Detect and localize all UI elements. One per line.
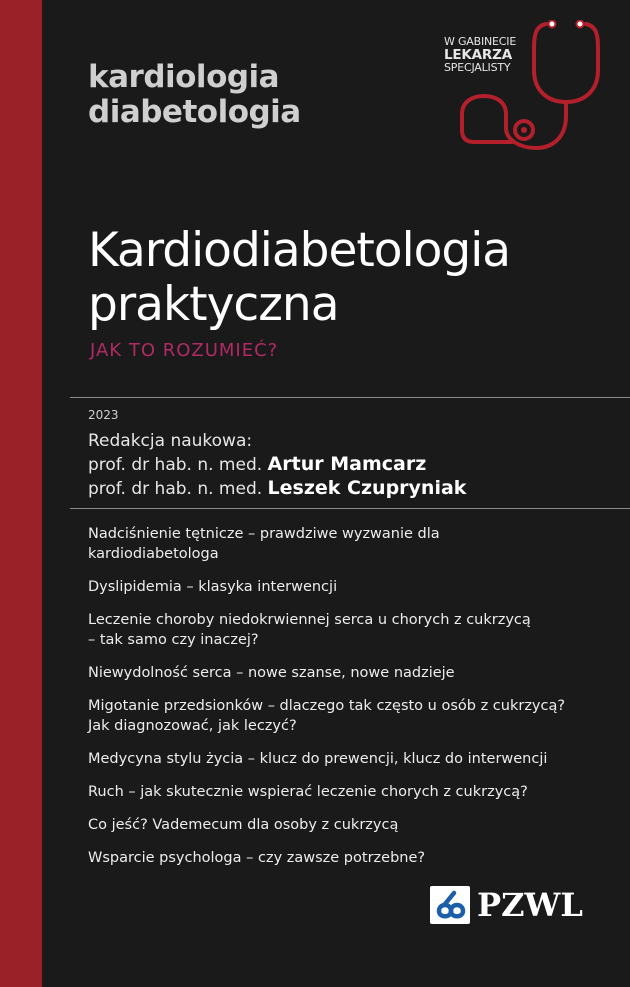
editor-2 [88,477,466,501]
series-line-1: kardiologia [88,59,280,95]
topic-line: Niewydolność serca – nowe szanse, nowe nadzieje [88,665,455,681]
topics-list [88,524,608,881]
topic-line: Leczenie choroby niedokrwiennej serca u chorych z cukrzycą [88,612,531,628]
series-line-2: diabetologia [88,94,301,130]
divider-top [70,397,630,398]
topic-line: Medycyna stylu życia – klucz do prewencji, klucz do interwencji [88,751,548,767]
topic-line: Co jeść? Vademecum dla osoby z cukrzycą [88,817,399,833]
book-subtitle: JAK TO ROZUMIEĆ? [90,340,279,361]
topic-line: Wsparcie psychologa – czy zawsze potrzebne? [88,850,426,866]
editor-1 [88,453,466,477]
badge-line-2: LEKARZA [444,47,512,63]
topic-line: Ruch – jak skutecznie wspierać leczenie chorych z cukrzycą? [88,784,528,800]
badge-line-1: W GABINECIE [444,35,517,48]
divider-bottom [70,508,630,509]
cover-spine [0,0,42,987]
topic-item [88,577,608,597]
series-title [88,60,301,130]
topic-line: kardiodiabetologa [88,546,219,562]
badge-line-3: SPECJALISTY [444,61,511,74]
series-badge [434,20,624,155]
topic-item [88,696,608,736]
publisher-name: PZWL [477,886,583,924]
editor-1-name: Artur Mamcarz [267,453,427,475]
title-line-2: praktyczna [88,277,339,332]
badge-text [444,36,516,74]
publication-year: 2023 [88,408,119,422]
editor-1-prefix: prof. dr hab. n. med. [88,455,263,475]
title-line-1: Kardiodiabetologia [88,223,511,278]
topic-item [88,848,608,868]
topic-line: Dyslipidemia – klasyka interwencji [88,579,338,595]
topic-item [88,610,608,650]
book-title [88,224,510,332]
editors-block [88,430,466,501]
editor-2-name: Leszek Czupryniak [267,477,467,499]
topic-line: – tak samo czy inaczej? [88,632,259,648]
editor-2-prefix: prof. dr hab. n. med. [88,479,263,499]
topic-line: Nadciśnienie tętnicze – prawdziwe wyzwanie dla [88,526,440,542]
topic-item [88,663,608,683]
topic-line: Migotanie przedsionków – dlaczego tak często u osób z cukrzycą? [88,698,566,714]
topic-item [88,524,608,564]
pzwl-logo-icon [430,886,470,924]
topic-line: Jak diagnozować, jak leczyć? [88,718,297,734]
editors-label: Redakcja naukowa: [88,431,253,451]
topic-item [88,782,608,802]
topic-item [88,749,608,769]
topic-item [88,815,608,835]
